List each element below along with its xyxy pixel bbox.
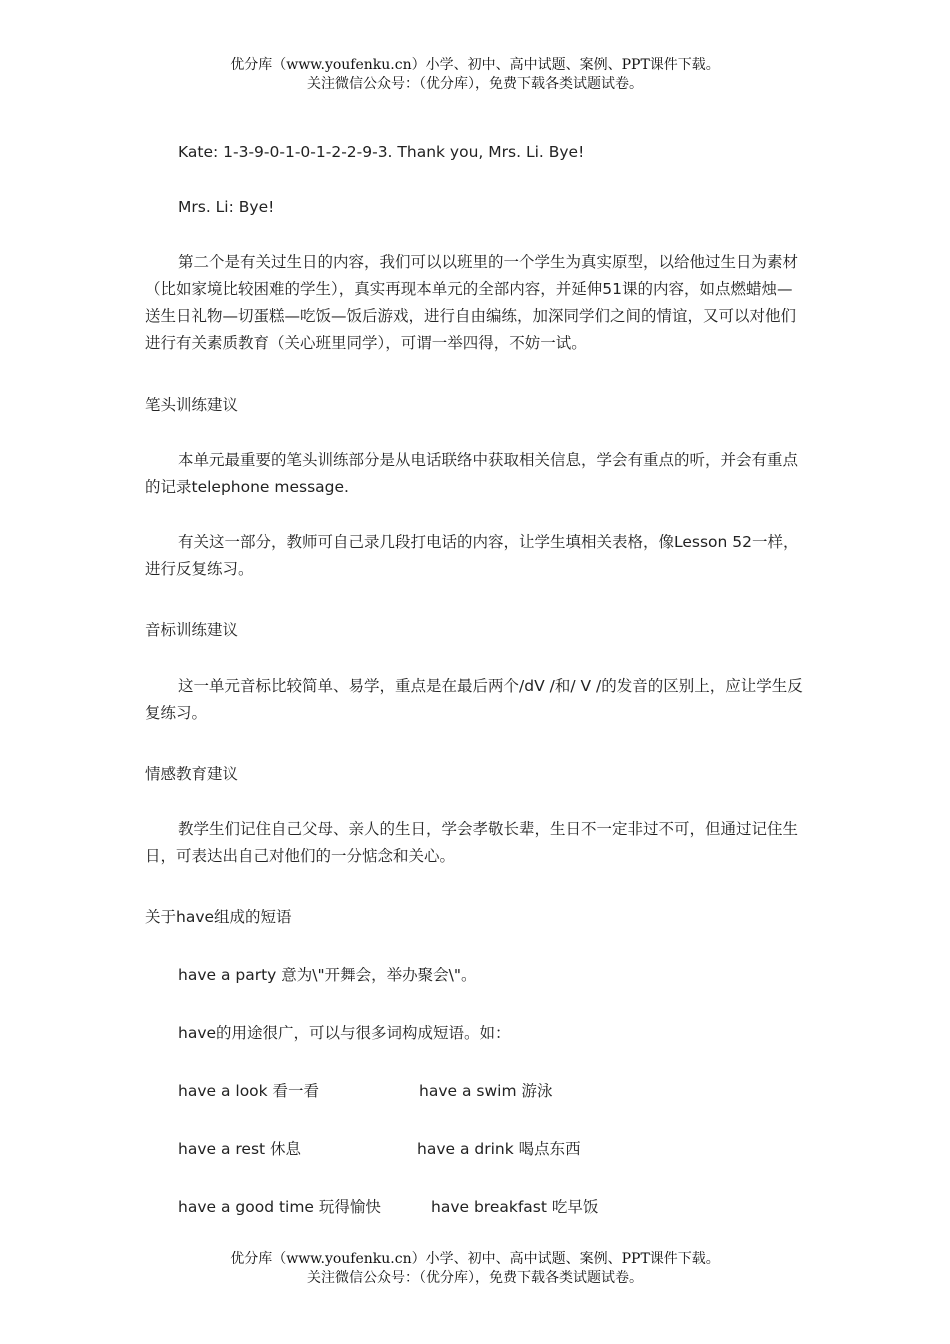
have-usage-line: have的用途很广，可以与很多词构成短语。如：: [178, 1024, 511, 1042]
heading-emotional-education: 情感教育建议: [145, 765, 239, 783]
page-footer: [0, 1250, 950, 1288]
phrase-right: have a drink 喝点东西: [417, 1140, 581, 1158]
phrase-right: have a swim 游泳: [419, 1082, 553, 1100]
dialog-kate: Kate: 1-3-9-0-1-0-1-2-2-9-3. Thank you, Mrs. Li. Bye!: [178, 143, 585, 161]
paragraph-writing-1: 本单元最重要的笔头训练部分是从电话联络中获取相关信息，学会有重点的听，并会有重点的记录telephone message.: [145, 451, 799, 496]
paragraph-phonetic: 这一单元音标比较简单、易学，重点是在最后两个/dV /和/ V /的发音的区别上，应让学生反复练习。: [145, 677, 803, 722]
heading-phonetic-training: 音标训练建议: [145, 621, 239, 639]
have-party-line: have a party 意为\"开舞会，举办聚会\"。: [178, 966, 477, 984]
footer-line-1: 优分库（www.youfenku.cn）小学、初中、高中试题、案例、PPT课件下载。: [230, 1251, 720, 1267]
heading-have-phrases: 关于have组成的短语: [145, 908, 292, 926]
footer-line-2: 关注微信公众号：（优分库），免费下载各类试题试卷。: [307, 1270, 643, 1286]
heading-writing-training: 笔头训练建议: [145, 396, 239, 414]
paragraph-writing-2: 有关这一部分，教师可自己录几段打电话的内容，让学生填相关表格，像Lesson 52一样，进行反复练习。: [145, 533, 799, 578]
paragraph-birthday: 第二个是有关过生日的内容，我们可以以班里的一个学生为真实原型，以给他过生日为素材（比如家境比较困难的学生），真实再现本单元的全部内容，并延伸51课的内容，如点燃蜡烛—送生日礼物—切蛋糕—吃饭—饭后游戏，进行自由编练，加深同学们之间的情谊，又可以对他们进行有关素质教育（关心班里同学），可谓一举四得，不妨一试。: [145, 253, 799, 352]
paragraph-emotion: 教学生们记住自己父母、亲人的生日，学会孝敬长辈，生日不一定非过不可，但通过记住生日，可表达出自己对他们的一分惦念和关心。: [145, 820, 799, 865]
header-line-1: 优分库（www.youfenku.cn）小学、初中、高中试题、案例、PPT课件下载。: [230, 57, 720, 73]
page-header: [0, 56, 950, 94]
phrase-left: have a look 看一看: [178, 1082, 320, 1100]
phrase-left: have a good time 玩得愉快: [178, 1198, 381, 1216]
dialog-mrs-li: Mrs. Li: Bye!: [178, 198, 275, 216]
phrase-right: have breakfast 吃早饭: [431, 1198, 599, 1216]
phrase-left: have a rest 休息: [178, 1140, 302, 1158]
header-line-2: 关注微信公众号：（优分库），免费下载各类试题试卷。: [307, 76, 643, 92]
